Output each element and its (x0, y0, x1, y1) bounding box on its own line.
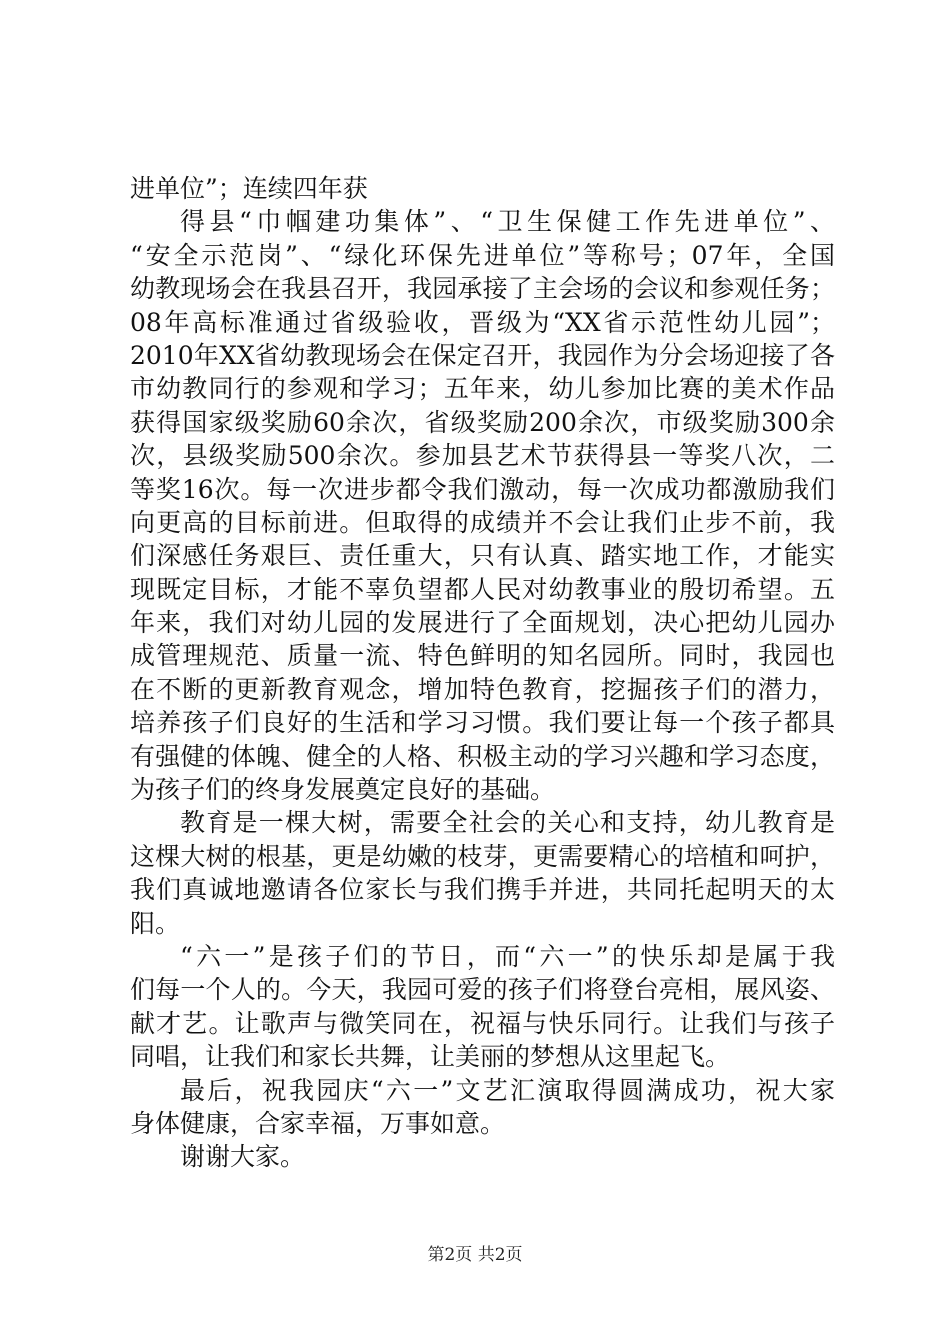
text-line: 获得国家级奖励60余次，省级奖励200余次，市级奖励300余 (130, 407, 835, 437)
text-line: 培养孩子们良好的生活和学习习惯。我们要让每一个孩子都具 (130, 708, 835, 738)
text-line: 年来，我们对幼儿园的发展进行了全面规划，决心把幼儿园办 (130, 608, 835, 638)
text-line: 最后，祝我园庆“六一”文艺汇演取得圆满成功，祝大家 (180, 1075, 835, 1105)
text-line: 08年高标准通过省级验收，晋级为“XX省示范性幼儿园”； (130, 307, 835, 337)
text-line: 献才艺。让歌声与微笑同在，祝福与快乐同行。让我们与孩子 (130, 1008, 835, 1038)
text-line: 得县“巾帼建功集体”、“卫生保健工作先进单位”、 (180, 207, 835, 237)
text-line: 进单位”；连续四年获 (130, 174, 368, 203)
document-body (130, 172, 835, 1174)
text-line: 现既定目标，才能不辜负望都人民对幼教事业的殷切希望。五 (130, 574, 835, 604)
text-line: 2010年XX省幼教现场会在保定召开，我园作为分会场迎接了各 (130, 340, 835, 370)
text-line: 市幼教同行的参观和学习；五年来，幼儿参加比赛的美术作品 (130, 374, 835, 404)
text-line: 我们真诚地邀请各位家长与我们携手并进，共同托起明天的太 (130, 875, 835, 905)
text-line: 在不断的更新教育观念，增加特色教育，挖掘孩子们的潜力， (130, 674, 835, 704)
text-line: 们每一个人的。今天，我园可爱的孩子们将登台亮相，展风姿、 (130, 975, 835, 1005)
text-line: 这棵大树的根基，更是幼嫩的枝芽，更需要精心的培植和呵护， (130, 841, 835, 871)
text-line: 身体健康，合家幸福，万事如意。 (130, 1108, 506, 1138)
text-line: 次，县级奖励500余次。参加县艺术节获得县一等奖八次，二 (130, 441, 835, 471)
text-line: “安全示范岗”、“绿化环保先进单位”等称号；07年，全国 (130, 240, 835, 270)
text-line: 向更高的目标前进。但取得的成绩并不会让我们止步不前，我 (130, 507, 835, 537)
text-line: 教育是一棵大树，需要全社会的关心和支持，幼儿教育是 (180, 808, 835, 838)
text-line: 谢谢大家。 (180, 1142, 306, 1172)
text-line: 同唱，让我们和家长共舞，让美丽的梦想从这里起飞。 (130, 1042, 731, 1072)
text-line: 们深感任务艰巨、责任重大，只有认真、踏实地工作，才能实 (130, 541, 835, 571)
text-line: “六一”是孩子们的节日，而“六一”的快乐却是属于我 (180, 941, 835, 971)
text-line: 阳。 (130, 908, 181, 938)
text-line: 有强健的体魄、健全的人格、积极主动的学习兴趣和学习态度， (130, 741, 835, 771)
text-line: 幼教现场会在我县召开，我园承接了主会场的会议和参观任务； (130, 274, 835, 304)
text-line: 等奖16次。每一次进步都令我们激动，每一次成功都激励我们 (130, 474, 835, 504)
text-line: 为孩子们的终身发展奠定良好的基础。 (130, 775, 556, 805)
text-line: 成管理规范、质量一流、特色鲜明的知名园所。同时，我园也 (130, 641, 835, 671)
page-footer: 第2页 共2页 (427, 1245, 523, 1265)
